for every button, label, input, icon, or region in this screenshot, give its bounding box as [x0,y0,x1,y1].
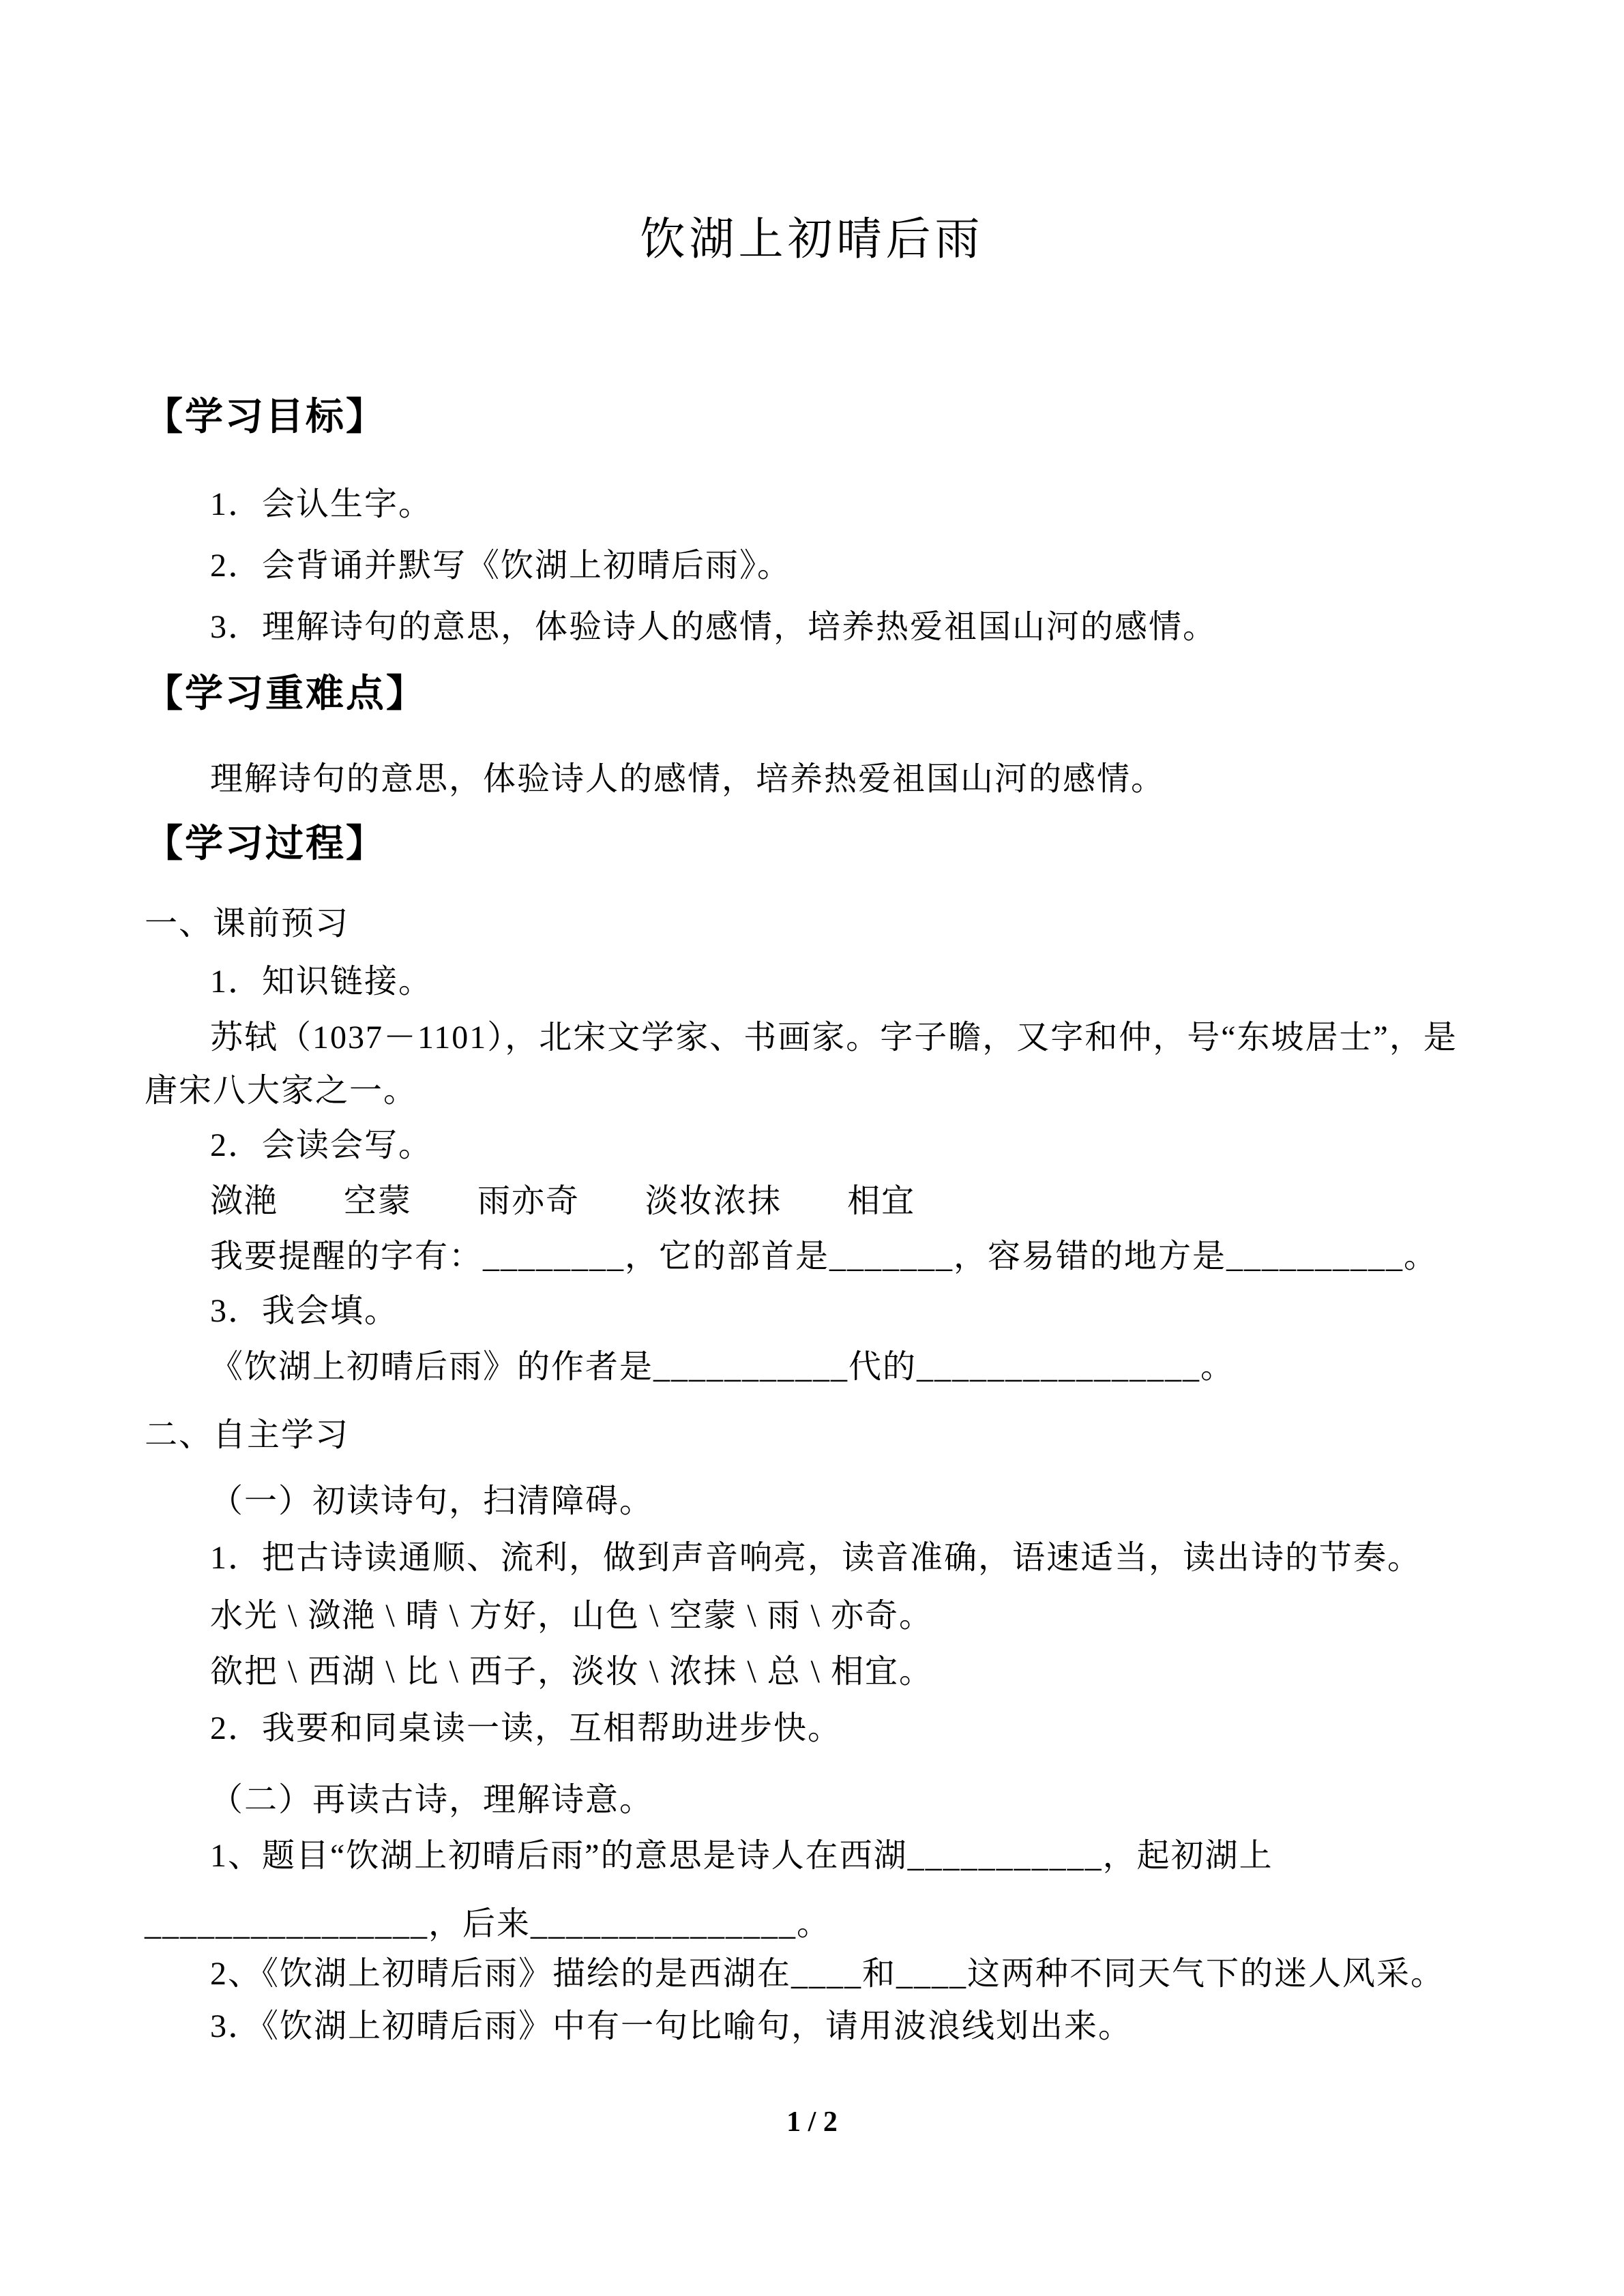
poem-line-1: 水光 \ 潋滟 \ 晴 \ 方好，山色 \ 空蒙 \ 雨 \ 亦奇。 [210,1598,934,1634]
objective-item-1: 1．会认生字。 [210,486,433,522]
heading-objectives: 【学习目标】 [145,396,386,438]
vocab-word: 空蒙 [344,1183,413,1219]
objective-item-2: 2．会背诵并默写《饮湖上初晴后雨》。 [210,548,792,584]
read-instruction-1: 1．把古诗读通顺、流利，做到声音响亮，读音准确，语速适当，读出诗的节奏。 [210,1540,1422,1576]
question-2: 2、《饮湖上初晴后雨》描绘的是西湖在____和____这两种不同天气下的迷人风采。 [210,1956,1445,1992]
question-1-line-2: ________________，后来_______________。 [145,1906,831,1942]
vocab-word: 相宜 [847,1183,916,1219]
key-difficulties-text: 理解诗句的意思，体验诗人的感情，培养热爱祖国山河的感情。 [210,761,1166,797]
author-bio-line-1: 苏轼（1037－1101），北宋文学家、书画家。字子瞻，又字和仲，号“东坡居士”，是 [210,1019,1458,1056]
vocab-word: 淡妆浓抹 [645,1183,782,1219]
vocabulary-words-row [210,1181,915,1222]
author-fill-blank-line: 《饮湖上初晴后雨》的作者是___________代的________________。 [210,1349,1235,1385]
poem-line-2: 欲把 \ 西湖 \ 比 \ 西子，淡妆 \ 浓抹 \ 总 \ 相宜。 [210,1654,934,1690]
item-i-can-fill: 3．我会填。 [210,1293,399,1329]
question-1-line-1: 1、题目“饮湖上初晴后雨”的意思是诗人在西湖___________，起初湖上 [210,1838,1273,1874]
subsection-2-title: （二）再读古诗，理解诗意。 [210,1782,654,1818]
section-1-title: 一、课前预习 [145,906,350,942]
vocab-word: 雨亦奇 [477,1183,580,1219]
item-read-write: 2．会读会写。 [210,1127,433,1163]
objective-item-3: 3．理解诗句的意思，体验诗人的感情，培养热爱祖国山河的感情。 [210,609,1217,645]
page-title: 饮湖上初晴后雨 [640,215,984,265]
section-2-title: 二、自主学习 [145,1417,350,1453]
subsection-1-title: （一）初读诗句，扫清障碍。 [210,1483,654,1519]
read-instruction-2: 2．我要和同桌读一读，互相帮助进步快。 [210,1710,842,1746]
heading-key-difficulties: 【学习重难点】 [145,673,426,715]
remind-fill-blank-line: 我要提醒的字有：________，它的部首是_______，容易错的地方是__________。 [210,1238,1438,1274]
author-bio-line-2: 唐宋八大家之一。 [145,1073,418,1109]
vocab-word: 潋滟 [210,1183,279,1219]
question-3: 3．《饮湖上初晴后雨》中有一句比喻句，请用波浪线划出来。 [210,2008,1133,2044]
page-number: 1 / 2 [786,2106,838,2138]
item-knowledge-link: 1．知识链接。 [210,964,433,1000]
heading-process: 【学习过程】 [145,823,386,865]
